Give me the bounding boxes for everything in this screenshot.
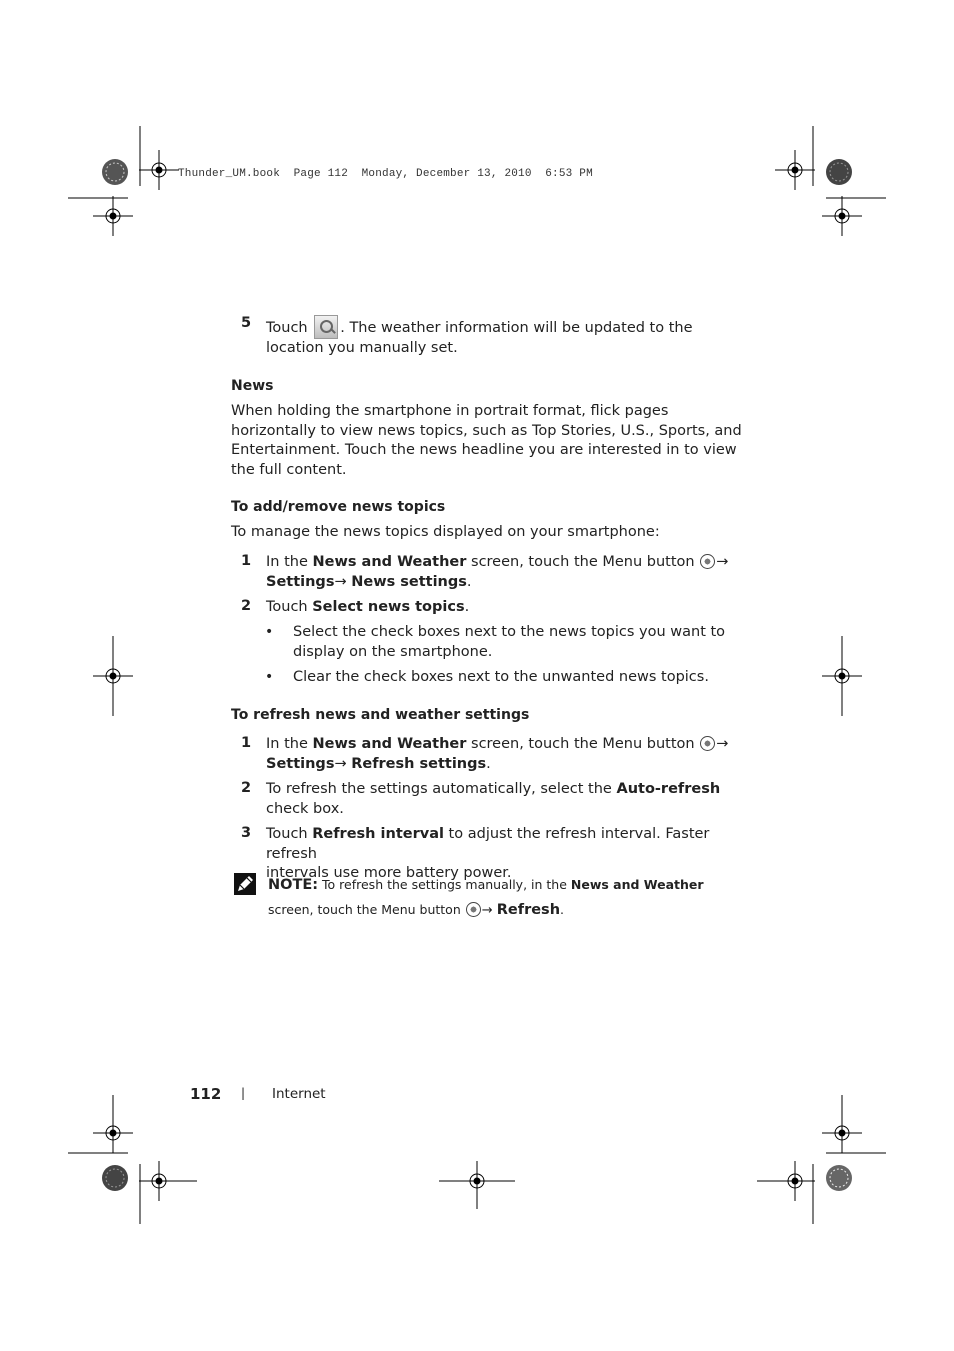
add-remove-intro: To manage the news topics displayed on your smartphone: (231, 524, 660, 540)
refresh-step1: In the News and Weather screen, touch the Menu button → Settings→ Refresh settings. (266, 736, 729, 772)
news-paragraph (231, 402, 751, 480)
step5-text (266, 315, 746, 359)
step-number: 1 (241, 735, 252, 751)
step-number: 3 (241, 825, 252, 841)
refresh-step2: To refresh the settings automatically, select the Auto-refresh check box. (266, 781, 721, 817)
menu-button-icon (466, 902, 481, 917)
print-slug: Thunder_UM.book Page 112 Monday, December 13, 2010 6:53 PM (178, 168, 593, 180)
note-text: NOTE: To refresh the settings manually, in the News and Weather screen, touch the Menu button → Refresh. (268, 877, 704, 918)
news-heading: News (231, 378, 274, 394)
add-remove-step1: In the News and Weather screen, touch the Menu button → Settings→ News settings. (266, 554, 729, 590)
add-remove-step2: Touch Select news topics. (266, 599, 470, 615)
news-line: When holding the smartphone in portrait format, flick pages (231, 403, 669, 419)
menu-button-icon (700, 554, 715, 569)
note-pencil-icon (234, 873, 256, 895)
page-number: 112 (190, 1085, 222, 1103)
note-label: NOTE: (268, 877, 319, 893)
bullet: • (265, 624, 274, 640)
section-name: Internet (272, 1086, 326, 1102)
menu-button-icon (700, 736, 715, 751)
bullet-item: Clear the check boxes next to the unwanted news topics. (293, 669, 709, 685)
step5-line2: location you manually set. (266, 340, 458, 356)
step-number: 2 (241, 780, 252, 796)
add-remove-heading: To add/remove news topics (231, 499, 446, 515)
refresh-heading: To refresh news and weather settings (231, 707, 530, 723)
bullet: • (265, 669, 274, 685)
step5-before: Touch (266, 320, 308, 336)
refresh-step3: Touch Refresh interval to adjust the refresh interval. Faster refresh intervals use more battery power. (266, 826, 710, 881)
news-line: Entertainment. Touch the news headline you are interested in to view (231, 442, 737, 458)
step5-after: . The weather information will be updated to the (340, 320, 693, 336)
news-line: the full content. (231, 461, 347, 478)
news-line: horizontally to view news topics, such as Top Stories, U.S., Sports, and (231, 422, 742, 439)
footer-separator: | (241, 1086, 246, 1100)
step-number: 5 (241, 315, 252, 331)
step-number: 1 (241, 553, 252, 569)
search-icon (314, 315, 338, 339)
bullet-item: Select the check boxes next to the news topics you want to display on the smartphone. (293, 624, 726, 660)
step-number: 2 (241, 598, 252, 614)
